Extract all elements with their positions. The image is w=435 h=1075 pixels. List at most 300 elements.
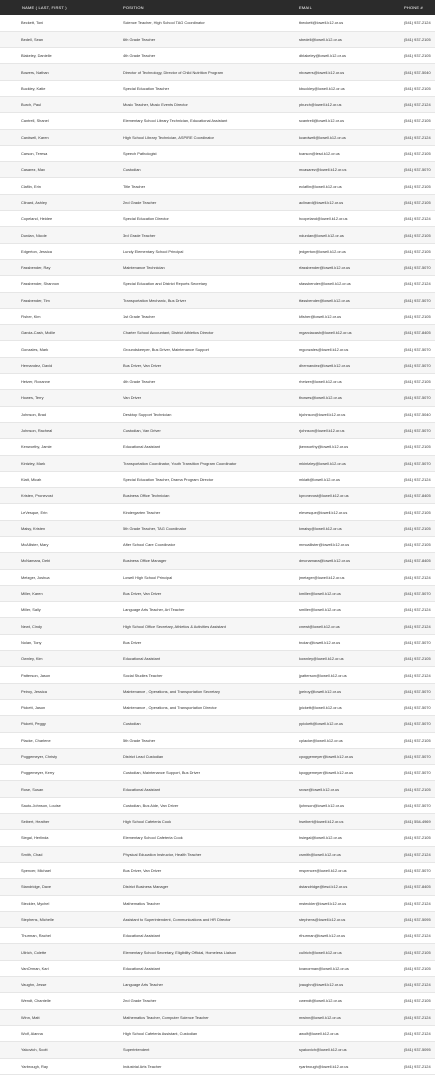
table-row [0, 276, 435, 292]
staff-name-cell: Sauto-Johnson, Louise [0, 797, 123, 813]
phone-cell: (541) 937-5070 [384, 748, 435, 764]
phone-cell: (541) 937-2124 [384, 928, 435, 944]
position-cell: High School Library Technician, ASPIRE Coordinator [123, 129, 299, 145]
phone-cell: (541) 937-8405 [384, 553, 435, 569]
staff-name-cell: Fassbender, Ray [0, 259, 123, 275]
table-row [0, 585, 435, 601]
table-row [0, 553, 435, 569]
email-link[interactable]: tnolan@lowell.k12.or.us [299, 634, 384, 650]
staff-name-cell: Buckley, Katie [0, 80, 123, 96]
staff-name-cell: Fisher, Kim [0, 308, 123, 324]
staff-name-cell: Blakeley, Danielle [0, 48, 123, 64]
phone-cell: (541) 937-5070 [384, 765, 435, 781]
table-row [0, 895, 435, 911]
position-cell: Custodian, Van Driver [123, 422, 299, 438]
email-link[interactable]: jpeiroy@lowell.k12.or.us [299, 683, 384, 699]
staff-name-cell: Beckett, Toni [0, 15, 123, 31]
table-row [0, 537, 435, 553]
staff-name-cell: McNamara, Debi [0, 553, 123, 569]
table-row [0, 879, 435, 895]
email-link[interactable]: mwinn@lowell.k12.or.us [299, 1009, 384, 1025]
staff-name-cell: Winn, Matt [0, 1009, 123, 1025]
email-link[interactable]: sfassbender@lowell.k12.or.us [299, 276, 384, 292]
email-link[interactable]: jmetzger@lowell.k12.or.us [299, 569, 384, 585]
position-cell: Bus Driver, Van Driver [123, 862, 299, 878]
table-header [0, 0, 435, 15]
position-cell: Special Education Teacher [123, 80, 299, 96]
staff-name-cell: Ownley, Kim [0, 651, 123, 667]
table-row [0, 944, 435, 960]
phone-cell: (541) 937-5040 [384, 406, 435, 422]
staff-name-cell: Yarbrough, Ray [0, 1058, 123, 1074]
phone-cell: (541) 937-5070 [384, 292, 435, 308]
table-row [0, 325, 435, 341]
table-row [0, 683, 435, 699]
phone-cell: (541) 937-2105 [384, 374, 435, 390]
phone-cell: (541) 937-2124 [384, 211, 435, 227]
table-row [0, 227, 435, 243]
email-link[interactable]: ppickett@lowell.k12.or.us [299, 716, 384, 732]
email-link[interactable]: kcardwell@lowell.k12.or.us [299, 129, 384, 145]
position-cell: Industrial Arts Teacher [123, 1058, 299, 1074]
phone-cell: (541) 937-2124 [384, 667, 435, 683]
staff-name-cell: Howes, Terry [0, 390, 123, 406]
table-row [0, 634, 435, 650]
table-row [0, 1058, 435, 1074]
email-link[interactable]: aclinard@lowell.k12.or.us [299, 194, 384, 210]
email-link[interactable]: nbowers@lowell.k12.or.us [299, 64, 384, 80]
phone-cell: (541) 937-5070 [384, 259, 435, 275]
email-link[interactable]: jpatterson@lowell.k12.or.us [299, 667, 384, 683]
email-link[interactable]: syakovich@lowell.k12.or.us [299, 1042, 384, 1058]
email-link[interactable]: mkintzley@lowell.k12.or.us [299, 455, 384, 471]
email-link[interactable]: ljohnson@lowell.k12.or.us [299, 797, 384, 813]
email-link[interactable]: msteckler@lowell.k12.or.us [299, 895, 384, 911]
email-link[interactable]: mklatt@lowell.k12.or.us [299, 471, 384, 487]
position-cell: Special Education and District Reports Secretary [123, 276, 299, 292]
phone-cell: (541) 937-8405 [384, 488, 435, 504]
table-row [0, 960, 435, 976]
phone-cell: (541) 937-2124 [384, 895, 435, 911]
position-cell: Educational Assistant [123, 928, 299, 944]
phone-cell: (541) 937-2124 [384, 129, 435, 145]
table-row [0, 977, 435, 993]
table-row [0, 667, 435, 683]
table-row [0, 308, 435, 324]
staff-name-cell: Rose, Susan [0, 781, 123, 797]
staff-name-cell: Maisy, Kristen [0, 520, 123, 536]
staff-name-cell: Seibert, Heather [0, 814, 123, 830]
table-row [0, 439, 435, 455]
table-row [0, 48, 435, 64]
staff-name-cell: Placke, Charlene [0, 732, 123, 748]
phone-cell: (541) 937-2124 [384, 1009, 435, 1025]
email-link[interactable]: ryarbrough@lowell.k12.or.us [299, 1058, 384, 1074]
table-row [0, 797, 435, 813]
staff-name-cell: Garcia-Cash, Mollie [0, 325, 123, 341]
email-link[interactable]: thowes@lowell.k12.or.us [299, 390, 384, 406]
position-cell: Elementary School Secretary, Eligibility Official, Homeless Liaison [123, 944, 299, 960]
email-link[interactable]: mgonzales@lowell.k12.or.us [299, 341, 384, 357]
email-link[interactable]: rfassbender@lowell.k12.or.us [299, 259, 384, 275]
phone-cell: (541) 937-2105 [384, 960, 435, 976]
position-cell: Transportation Coordinator, Youth Transition Program Coordinator [123, 455, 299, 471]
column-header-phone[interactable]: PHONE # [404, 5, 423, 10]
position-cell: Maintenance , Operations, and Transportation Secretary [123, 683, 299, 699]
phone-cell: (541) 937-2124 [384, 569, 435, 585]
position-cell: Business Office Technician [123, 488, 299, 504]
phone-cell: (541) 937-5070 [384, 162, 435, 178]
table-row [0, 732, 435, 748]
position-cell: Educational Assistant [123, 960, 299, 976]
table-row [0, 1025, 435, 1041]
email-link[interactable]: kmiller@lowell.k12.or.us [299, 585, 384, 601]
staff-name-cell: Yakovich, Scott [0, 1042, 123, 1058]
email-link[interactable]: ndurdan@lowell.k12.or.us [299, 227, 384, 243]
table-row [0, 748, 435, 764]
position-cell: Elementary School Library Technician, Educational Assistant [123, 113, 299, 129]
position-cell: 4th Grade Teacher [123, 48, 299, 64]
email-link[interactable]: hsiegal@lowell.k12.or.us [299, 830, 384, 846]
table-row [0, 15, 435, 31]
position-cell: High School Office Secretary, Athletics & Activities Assistant [123, 618, 299, 634]
table-row [0, 390, 435, 406]
staff-name-cell: Edgerton, Jessica [0, 243, 123, 259]
table-body [0, 15, 435, 1074]
position-cell: Social Studies Teacher [123, 667, 299, 683]
email-link[interactable]: jvaughn@lowell.k12.or.us [299, 977, 384, 993]
position-cell: Mathematics Teacher, Computer Science Teacher [123, 1009, 299, 1025]
position-cell: 1st Grade Teacher [123, 308, 299, 324]
position-cell: Groundskeeper, Bus Driver, Maintenance Support [123, 341, 299, 357]
phone-cell: (541) 937-2105 [384, 830, 435, 846]
table-row [0, 211, 435, 227]
email-link[interactable]: dblakeley@lowell.k12.or.us [299, 48, 384, 64]
column-header-name[interactable]: NAME ( LAST, FIRST ) [22, 5, 67, 10]
phone-cell: (541) 937-2105 [384, 243, 435, 259]
staff-name-cell: Peiroy, Jessica [0, 683, 123, 699]
position-cell: 5th Grade Teacher [123, 732, 299, 748]
phone-cell: (541) 937-2105 [384, 944, 435, 960]
header-row [0, 0, 435, 15]
staff-name-cell: Miller, Karen [0, 585, 123, 601]
phone-cell: (541) 937-5095 [384, 911, 435, 927]
phone-cell: (541) 937-2105 [384, 308, 435, 324]
email-link[interactable]: sbedell@lowell.k12.or.us [299, 31, 384, 47]
staff-name-cell: Steckler, Mychel [0, 895, 123, 911]
staff-name-cell: Miller, Sally [0, 602, 123, 618]
position-cell: Director of Technology, Director of Child Nutrition Program [123, 64, 299, 80]
table-row [0, 911, 435, 927]
phone-cell: (541) 937-2105 [384, 194, 435, 210]
table-row [0, 846, 435, 862]
staff-name-cell: Poggemeyer, Kerry [0, 765, 123, 781]
position-cell: Science Teacher, High School TAG Coordinator [123, 15, 299, 31]
staff-name-cell: Vaughn, Jesse [0, 977, 123, 993]
phone-cell: (541) 937-5070 [384, 357, 435, 373]
staff-name-cell: Hernandez, David [0, 357, 123, 373]
staff-name-cell: Metzger, Joshua [0, 569, 123, 585]
staff-name-cell: Newt, Cindy [0, 618, 123, 634]
position-cell: 4th Grade Teacher [123, 374, 299, 390]
staff-name-cell: Kintzley, Mark [0, 455, 123, 471]
column-header-email[interactable]: EMAIL [299, 5, 313, 10]
email-link[interactable]: srose@lowell.k12.or.us [299, 781, 384, 797]
phone-cell: (541) 937-5070 [384, 455, 435, 471]
staff-name-cell: Cantrell, Shanel [0, 113, 123, 129]
table-row [0, 406, 435, 422]
email-link[interactable]: tfassbender@lowell.k12.or.us [299, 292, 384, 308]
email-link[interactable]: pburch@lowell.k12.or.us [299, 96, 384, 112]
position-cell: Van Driver [123, 390, 299, 406]
position-cell: Custodian, Maintenance Support, Bus Driver [123, 765, 299, 781]
phone-cell: (541) 937-5070 [384, 683, 435, 699]
staff-name-cell: Siegal, Herlinda [0, 830, 123, 846]
phone-cell: (541) 937-8405 [384, 325, 435, 341]
phone-cell: (541) 937-2105 [384, 732, 435, 748]
staff-name-cell: LeVesque, Erin [0, 504, 123, 520]
position-cell: District Lead Custodian [123, 748, 299, 764]
phone-cell: (541) 937-2124 [384, 1025, 435, 1041]
staff-name-cell: Pickett, Peggy [0, 716, 123, 732]
phone-cell: (541) 937-2105 [384, 993, 435, 1009]
staff-name-cell: Carson, Teresa [0, 145, 123, 161]
phone-cell: (541) 937-5070 [384, 797, 435, 813]
email-link[interactable]: hcopeland@lowell.k12.or.us [299, 211, 384, 227]
position-cell: High School Cafeteria Assistant, Custodian [123, 1025, 299, 1041]
position-cell: Physical Education Instructor, Health Teacher [123, 846, 299, 862]
staff-name-cell: Wolf, Alanna [0, 1025, 123, 1041]
position-cell: Bus Driver, Van Driver [123, 585, 299, 601]
table-row [0, 64, 435, 80]
staff-name-cell: Hetzer, Roxanne [0, 374, 123, 390]
staff-name-cell: Smith, Chad [0, 846, 123, 862]
phone-cell: (541) 937-2105 [384, 80, 435, 96]
email-link[interactable]: rhetzer@lowell.k12.or.us [299, 374, 384, 390]
table-row [0, 862, 435, 878]
phone-cell: (541) 554-4969 [384, 814, 435, 830]
staff-name-cell: Kenworthy, Jamie [0, 439, 123, 455]
position-cell: After School Care Coordinator [123, 537, 299, 553]
table-row [0, 162, 435, 178]
table-row [0, 259, 435, 275]
table-row [0, 243, 435, 259]
position-cell: 2nd Grade Teacher [123, 993, 299, 1009]
phone-cell: (541) 937-2105 [384, 651, 435, 667]
phone-cell: (541) 937-5070 [384, 716, 435, 732]
table-row [0, 292, 435, 308]
email-link[interactable]: kbuckley@lowell.k12.or.us [299, 80, 384, 96]
table-row [0, 488, 435, 504]
email-link[interactable]: kvanorman@lowell.k12.or.us [299, 960, 384, 976]
staff-name-cell: McAllister, Mary [0, 537, 123, 553]
position-cell: 2nd Grade Teacher [123, 194, 299, 210]
email-link[interactable]: jpickett@lowell.k12.or.us [299, 699, 384, 715]
table-row [0, 145, 435, 161]
position-cell: Maintenance Technician [123, 259, 299, 275]
email-link[interactable]: dstandridge@lesd.k12.or.us [299, 879, 384, 895]
position-cell: Custodian [123, 716, 299, 732]
email-link[interactable]: mgarciacash@lowell.k12.or.us [299, 325, 384, 341]
table-row [0, 830, 435, 846]
email-link[interactable]: cpoggemeyer@lowell.k12.or.us [299, 748, 384, 764]
staff-name-cell: Burch, Paul [0, 96, 123, 112]
position-cell: Educational Assistant [123, 439, 299, 455]
email-link[interactable]: dmcnamara@lowell.k12.or.us [299, 553, 384, 569]
phone-cell: (541) 937-5070 [384, 862, 435, 878]
email-link[interactable]: tbeckett@lowell.k12.or.us [299, 15, 384, 31]
phone-cell: (541) 937-2105 [384, 31, 435, 47]
table-row [0, 928, 435, 944]
email-link[interactable]: scantrell@lowell.k12.or.us [299, 113, 384, 129]
position-cell: Elementary School Cafeteria Cook [123, 830, 299, 846]
email-link[interactable]: smiller@lowell.k12.or.us [299, 602, 384, 618]
table-row [0, 1009, 435, 1025]
column-header-position[interactable]: POSITION [123, 5, 144, 10]
staff-name-cell: Thurman, Rachel [0, 928, 123, 944]
staff-name-cell: Ullrich, Colette [0, 944, 123, 960]
staff-name-cell: Fassbender, Shannon [0, 276, 123, 292]
staff-name-cell: Bedell, Sean [0, 31, 123, 47]
position-cell: Desktop Support Technician [123, 406, 299, 422]
position-cell: 6th Grade Teacher [123, 31, 299, 47]
phone-cell: (541) 937-2124 [384, 471, 435, 487]
staff-name-cell: Clinard, Ashley [0, 194, 123, 210]
position-cell: Kindergarten Teacher [123, 504, 299, 520]
email-link[interactable]: kmaisy@lowell.k12.or.us [299, 520, 384, 536]
position-cell: 5th Grade Teacher, TAG Coordinator [123, 520, 299, 536]
email-link[interactable]: hseibert@lowell.k12.or.us [299, 814, 384, 830]
email-link[interactable]: jedgerton@lowell.k12.or.us [299, 243, 384, 259]
staff-name-cell: Standridge, Dave [0, 879, 123, 895]
phone-cell: (541) 937-2124 [384, 96, 435, 112]
staff-name-cell: Durdan, Nicole [0, 227, 123, 243]
staff-name-cell: Cardwell, Karen [0, 129, 123, 145]
table-row [0, 504, 435, 520]
position-cell: Lowell High School Principal [123, 569, 299, 585]
table-row [0, 357, 435, 373]
email-link[interactable]: mmcallister@lowell.k12.or.us [299, 537, 384, 553]
email-link[interactable]: cwendt@lowell.k12.or.us [299, 993, 384, 1009]
table-row [0, 194, 435, 210]
email-link[interactable]: kpronevost@lowell.k12.or.us [299, 488, 384, 504]
staff-name-cell: Copeland, Heidee [0, 211, 123, 227]
email-link[interactable]: cnewt@lowell.k12.or.us [299, 618, 384, 634]
phone-cell: (541) 937-2105 [384, 227, 435, 243]
email-link[interactable]: jkenworthy@lowell.k12.or.us [299, 439, 384, 455]
staff-name-cell: Fassbender, Tim [0, 292, 123, 308]
email-link[interactable]: bjohnson@lowell.k12.or.us [299, 406, 384, 422]
position-cell: Music Teacher, Music Events Director [123, 96, 299, 112]
email-link[interactable]: kfisher@lowell.k12.or.us [299, 308, 384, 324]
table-row [0, 96, 435, 112]
email-link[interactable]: kpoggemeyer@lowell.k12.or.us [299, 765, 384, 781]
email-link[interactable]: stephens@lowell.k12.or.us [299, 911, 384, 927]
position-cell: Educational Assistant [123, 781, 299, 797]
table-row [0, 520, 435, 536]
email-link[interactable]: elevesque@lowell.k12.or.us [299, 504, 384, 520]
staff-name-cell: Kristen, Pronevost [0, 488, 123, 504]
position-cell: Lundy Elementary School Principal [123, 243, 299, 259]
staff-name-cell: Gonzales, Mark [0, 341, 123, 357]
position-cell: Bus Driver, Van Driver [123, 357, 299, 373]
table-row [0, 422, 435, 438]
email-link[interactable]: csmith@lowell.k12.or.us [299, 846, 384, 862]
table-row [0, 471, 435, 487]
position-cell: Superintendent [123, 1042, 299, 1058]
phone-cell: (541) 937-5070 [384, 699, 435, 715]
staff-name-cell: Johnson, Racheal [0, 422, 123, 438]
staff-name-cell: Nolan, Tony [0, 634, 123, 650]
position-cell: Maintenance , Operations, and Transportation Director [123, 699, 299, 715]
phone-cell: (541) 937-8405 [384, 879, 435, 895]
table-row [0, 178, 435, 194]
phone-cell: (541) 937-2105 [384, 113, 435, 129]
position-cell: Special Education Director [123, 211, 299, 227]
email-link[interactable]: eclaflin@lowell.k12.or.us [299, 178, 384, 194]
email-link[interactable]: tcarson@lesd.k12.or.us [299, 145, 384, 161]
position-cell: Language Arts Teacher [123, 977, 299, 993]
email-link[interactable]: cplacke@lowell.k12.or.us [299, 732, 384, 748]
phone-cell: (541) 937-5095 [384, 1042, 435, 1058]
phone-cell: (541) 937-2105 [384, 48, 435, 64]
table-row [0, 31, 435, 47]
phone-cell: (541) 937-5070 [384, 422, 435, 438]
phone-cell: (541) 937-2124 [384, 15, 435, 31]
position-cell: Charter School Accountant, District Athletics Director [123, 325, 299, 341]
table-row [0, 1042, 435, 1058]
email-link[interactable]: kownley@lowell.k12.or.us [299, 651, 384, 667]
email-link[interactable]: rjohnson@lowell.k12.or.us [299, 422, 384, 438]
email-link[interactable]: mcasarez@lowell.k12.or.us [299, 162, 384, 178]
email-link[interactable]: awolf@lowell.k12.or.us [299, 1025, 384, 1041]
phone-cell: (541) 937-2105 [384, 504, 435, 520]
phone-cell: (541) 937-2124 [384, 602, 435, 618]
table-row [0, 765, 435, 781]
position-cell: Language Arts Teacher, Art Teacher [123, 602, 299, 618]
position-cell: Transportation Mechanic, Bus Driver [123, 292, 299, 308]
phone-cell: (541) 937-2124 [384, 977, 435, 993]
position-cell: Mathematics Teacher [123, 895, 299, 911]
phone-cell: (541) 937-2124 [384, 618, 435, 634]
phone-cell: (541) 937-2124 [384, 846, 435, 862]
table-row [0, 716, 435, 732]
email-link[interactable]: dhernandez@lowell.k12.or.us [299, 357, 384, 373]
phone-cell: (541) 937-5070 [384, 390, 435, 406]
staff-name-cell: Johnson, Brad [0, 406, 123, 422]
table-row [0, 602, 435, 618]
email-link[interactable]: rthurman@lowell.k12.or.us [299, 928, 384, 944]
table-row [0, 781, 435, 797]
position-cell: Business Office Manager [123, 553, 299, 569]
table-row [0, 129, 435, 145]
position-cell: District Business Manager [123, 879, 299, 895]
phone-cell: (541) 937-2105 [384, 537, 435, 553]
phone-cell: (541) 937-5040 [384, 64, 435, 80]
staff-name-cell: Stephens, Michelle [0, 911, 123, 927]
position-cell: Bus Driver [123, 634, 299, 650]
table-row [0, 618, 435, 634]
phone-cell: (541) 937-2105 [384, 520, 435, 536]
email-link[interactable]: mspencer@lowell.k12.or.us [299, 862, 384, 878]
email-link[interactable]: cullrich@lowell.k12.or.us [299, 944, 384, 960]
staff-name-cell: VanOrman, Kari [0, 960, 123, 976]
position-cell: Special Education Teacher, Drama Program Director [123, 471, 299, 487]
position-cell: Custodian [123, 162, 299, 178]
phone-cell: (541) 937-2124 [384, 276, 435, 292]
staff-name-cell: Pickett, Jason [0, 699, 123, 715]
table-row [0, 651, 435, 667]
